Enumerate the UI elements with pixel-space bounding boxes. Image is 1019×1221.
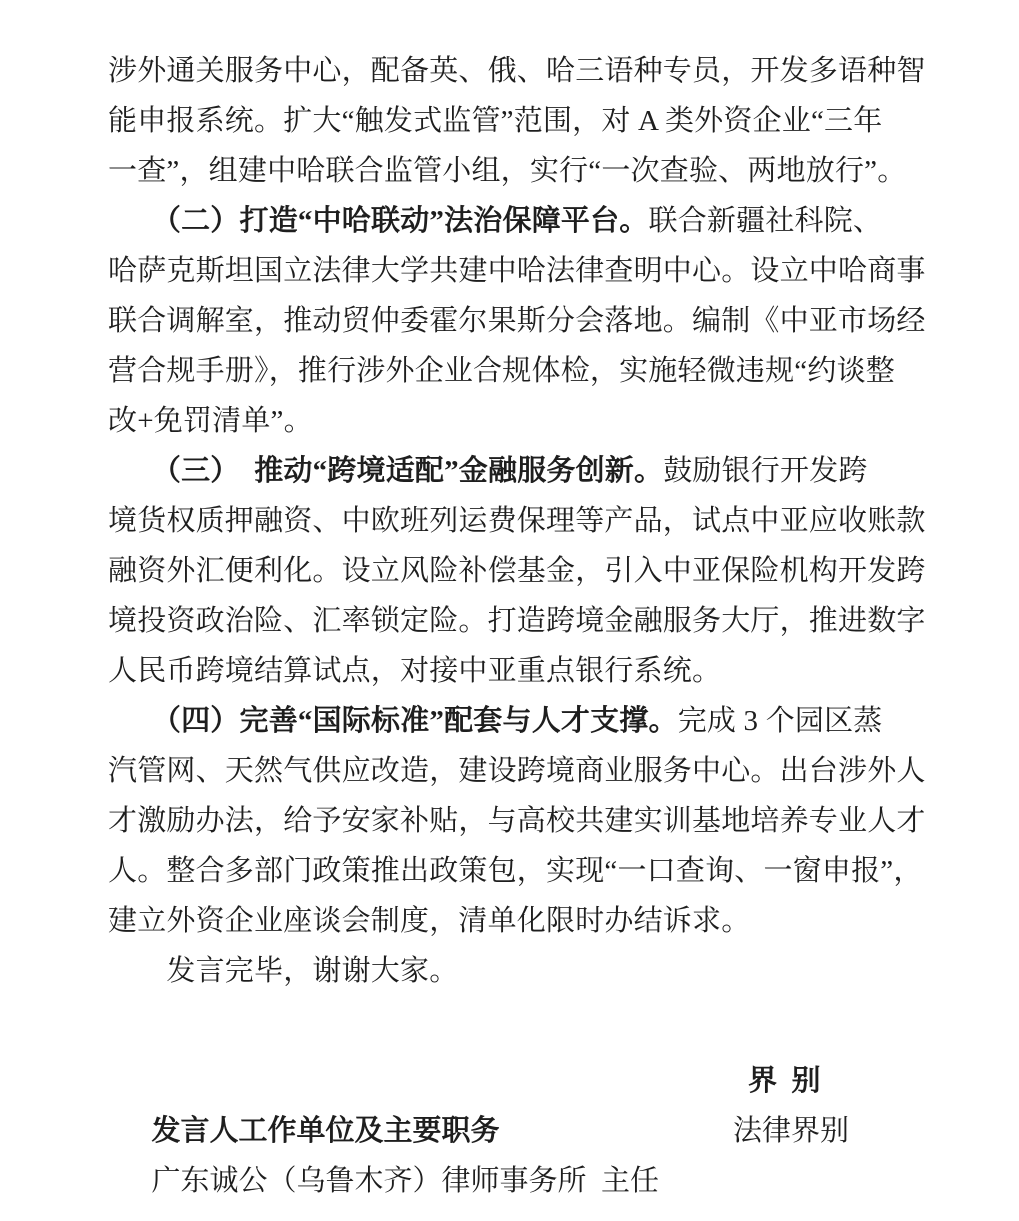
- text-line: [108, 946, 915, 996]
- text-segment: 境货权质押融资、中欧班列运费保理等产品，试点中亚应收账款: [108, 505, 926, 537]
- paragraph: [108, 196, 926, 446]
- text-segment: 改+免罚清单”。: [108, 405, 313, 437]
- text-line: [108, 896, 915, 946]
- text-segment: 人。整合多部门政策推出政策包，实现“一口查询、一窗申报”，: [108, 855, 923, 887]
- table-row: [108, 1106, 915, 1197]
- text-line: [108, 546, 926, 596]
- text-line: [108, 596, 926, 646]
- text-line: [108, 646, 915, 696]
- text-line: [108, 346, 915, 396]
- bold-text-segment: （三） 推动“跨境适配”金融服务创新。: [108, 455, 664, 487]
- sector-value: 法律界别: [733, 1115, 850, 1147]
- paragraph: [108, 946, 915, 996]
- text-segment: 鼓励银行开发跨: [663, 455, 868, 487]
- text-line: [108, 496, 926, 546]
- text-segment: 融资外汇便利化。设立风险补偿基金，引入中亚保险机构开发跨: [108, 555, 926, 587]
- text-segment: 联合新疆社科院、: [648, 205, 883, 237]
- paragraph: [108, 446, 926, 696]
- text-line: [108, 846, 923, 896]
- text-line: [108, 196, 915, 246]
- text-segment: 发言完毕，谢谢大家。: [108, 955, 459, 987]
- sector-header: 界 别: [748, 1065, 821, 1097]
- text-line: [108, 696, 915, 746]
- text-segment: 涉外通关服务中心，配备英、俄、哈三语种专员，开发多语种智: [108, 55, 926, 87]
- text-line: [108, 296, 926, 346]
- text-line: [108, 146, 915, 196]
- speaker-unit-title-value: 广东诚公（乌鲁木齐）律师事务所 主任: [151, 1165, 660, 1197]
- text-segment: 建立外资企业座谈会制度，清单化限时办结诉求。: [108, 905, 751, 937]
- text-line: [108, 446, 915, 496]
- text-line: [108, 246, 926, 296]
- text-segment: 境投资政治险、汇率锁定险。打造跨境金融服务大厅，推进数字: [108, 605, 926, 637]
- text-segment: 营合规手册》，推行涉外企业合规体检，实施轻微违规“约谈整: [108, 355, 895, 387]
- text-line: [108, 46, 926, 96]
- text-segment: 联合调解室，推动贸仲委霍尔果斯分会落地。编制《中亚市场经: [108, 305, 926, 337]
- text-segment: 一查”，组建中哈联合监管小组，实行“一次查验、两地放行”。: [108, 155, 907, 187]
- text-line: [108, 796, 926, 846]
- paragraph: [108, 696, 926, 946]
- text-segment: 才激励办法，给予安家补贴，与高校共建实训基地培养专业人才: [108, 805, 926, 837]
- text-line: [108, 96, 915, 146]
- paragraph: [108, 46, 926, 196]
- text-segment: 完成 3 个园区蒸: [677, 705, 883, 737]
- text-segment: 汽管网、天然气供应改造，建设跨境商业服务中心。出台涉外人: [108, 755, 926, 787]
- bold-text-segment: （二）打造“中哈联动”法治保障平台。: [108, 205, 649, 237]
- text-line: [108, 746, 926, 796]
- speaker-info-table: [0, 1056, 1019, 1197]
- text-segment: 能申报系统。扩大“触发式监管”范围，对 A 类外资企业“三年: [108, 105, 883, 137]
- text-segment: 哈萨克斯坦国立法律大学共建中哈法律查明中心。设立中哈商事: [108, 255, 926, 287]
- text-line: [108, 396, 915, 446]
- bold-text-segment: （四）完善“国际标准”配套与人才支撑。: [108, 705, 678, 737]
- speaker-unit-title-header: 发言人工作单位及主要职务: [151, 1115, 500, 1147]
- text-segment: 人民币跨境结算试点，对接中亚重点银行系统。: [108, 655, 722, 687]
